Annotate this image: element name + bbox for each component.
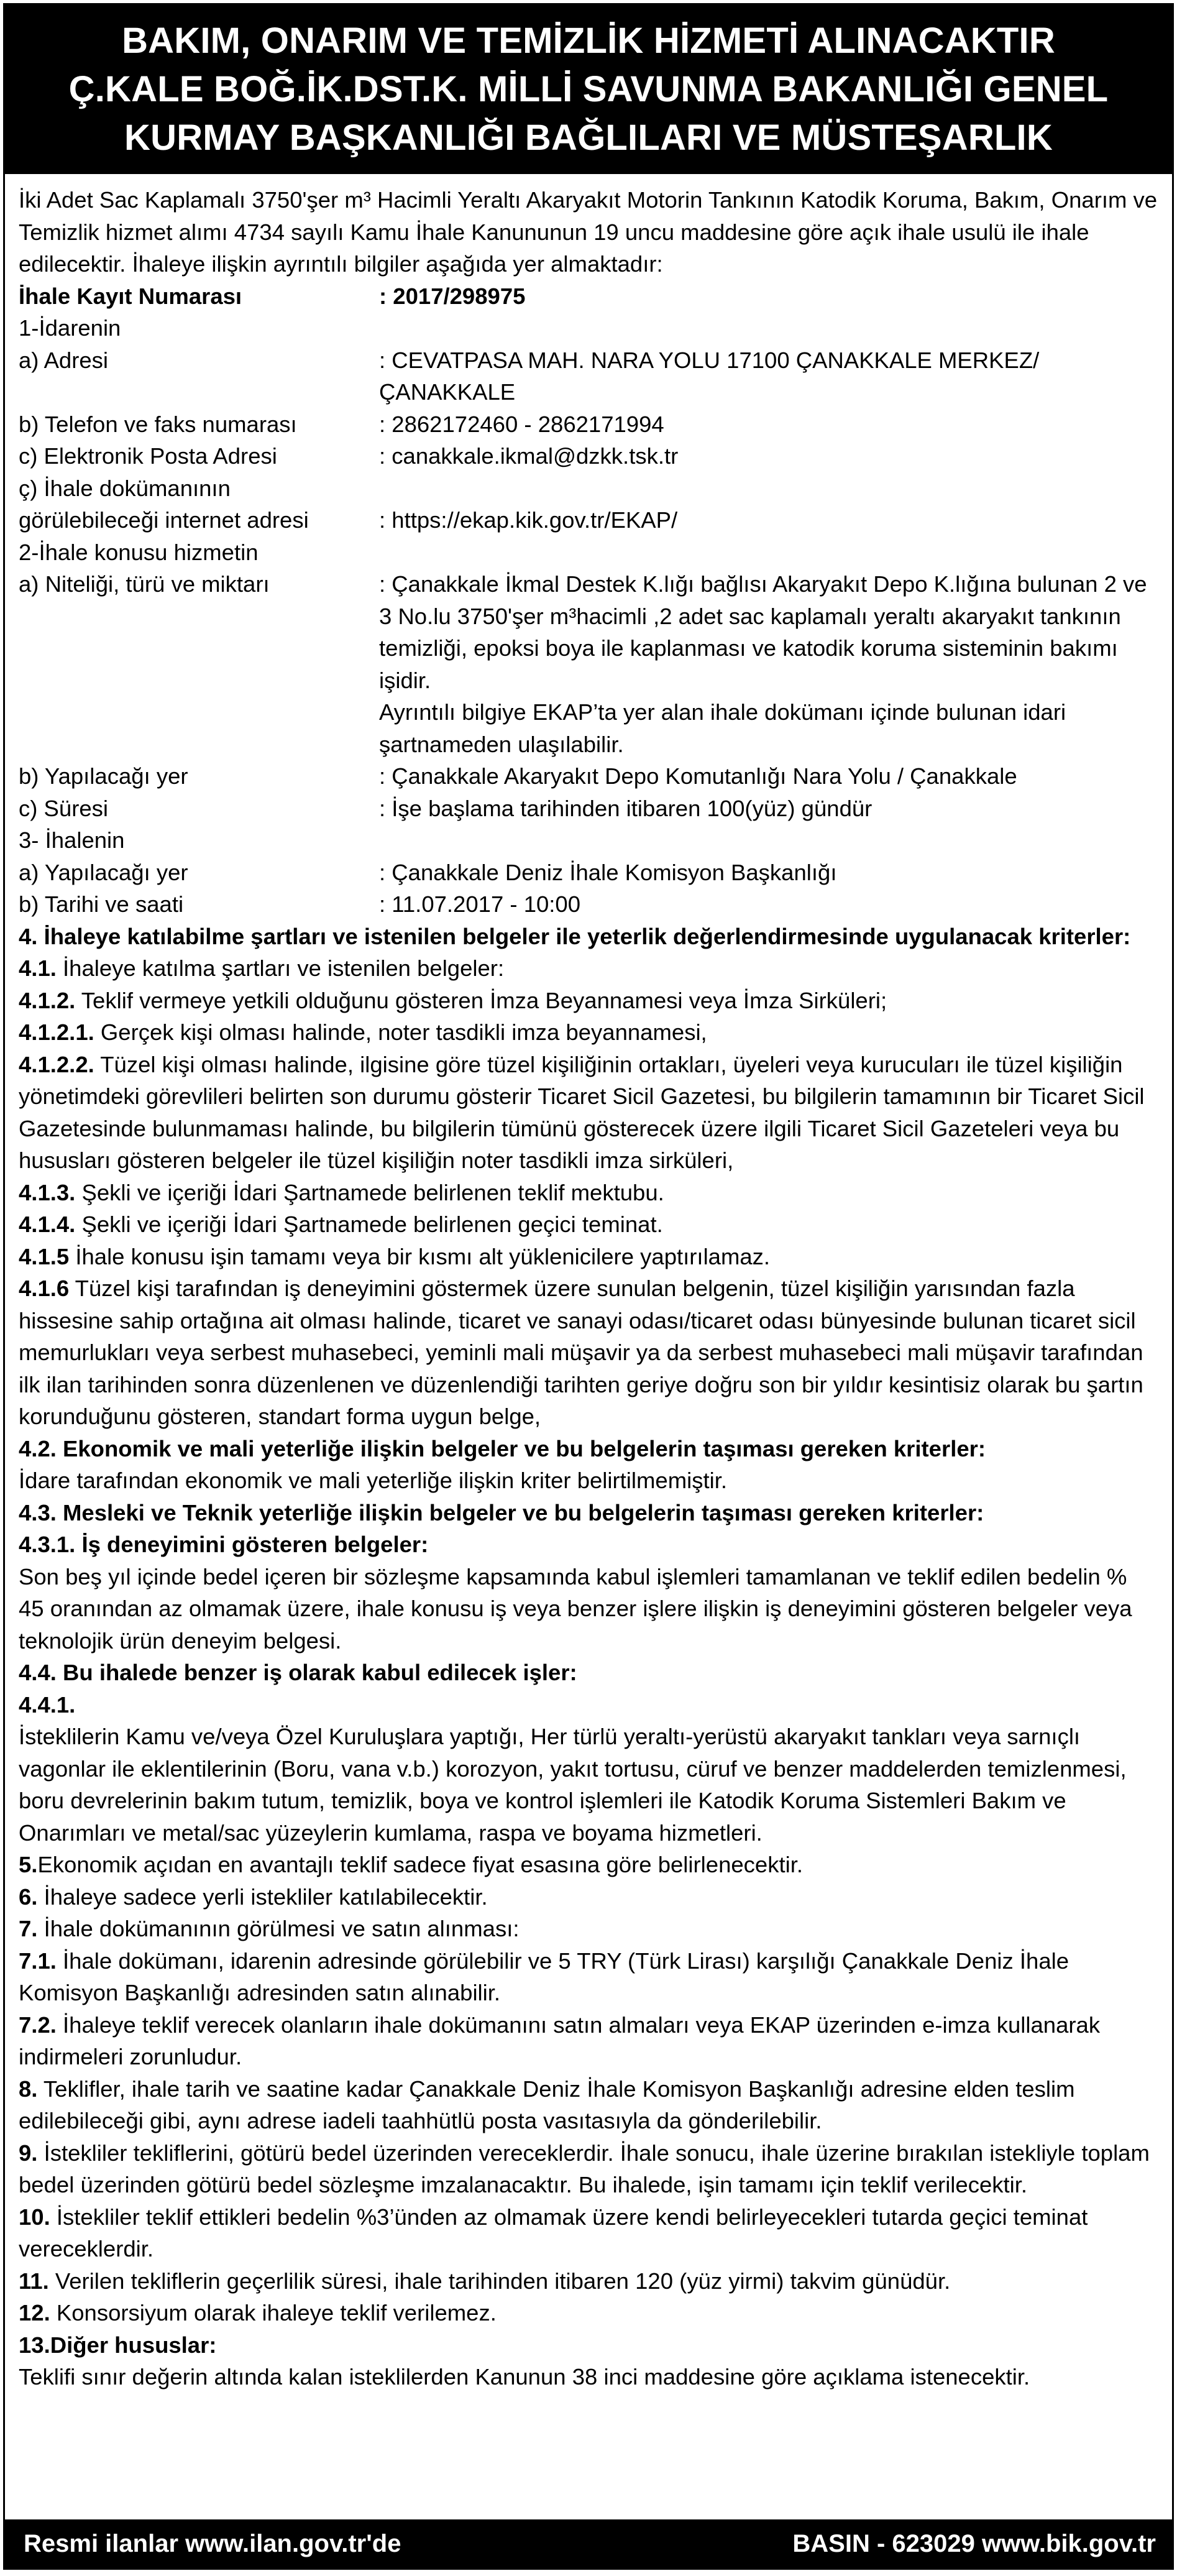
section-4-1-text: İhaleye katılma şartları ve istenilen belgeler: <box>56 955 505 981</box>
idare-dokuman-label-1: ç) İhale dokümanının <box>19 475 231 501</box>
idare-dokuman-row <box>19 504 1158 536</box>
section-4-1-2-2-text: Tüzel kişi olması halinde, ilgisine göre tüzel kişiliğinin ortakları, üyeleri veya kurucuları ile tüzel kişiliğin yönetimdeki görevlileri belirten son durumu gösterir Ticaret Sicil Gazetesi, bu bilgilerin tamamının bir Ticaret Sicil Gazetesinde bulunmaması halinde, bu bilgilerin tümünü gösterecek üzere ilgili Ticaret Sicil Gazeteleri veya bu hususları gösteren belgeler ile tüzel kişiliğin noter tasdikli imza sirküleri, <box>19 1051 1145 1173</box>
section-7-num: 7. <box>19 1916 38 1941</box>
announcement-page <box>3 3 1174 2570</box>
section-4-1-6-num: 4.1.6 <box>19 1276 70 1301</box>
konu-yer-value: : Çanakkale Akaryakıt Depo Komutanlığı Nara Yolu / Çanakkale <box>379 763 1017 789</box>
section-5 <box>19 1849 1158 1881</box>
section-4-1-5-text: İhale konusu işin tamamı veya bir kısmı alt yüklenicilere yaptırılamaz. <box>69 1243 771 1269</box>
ihale-tarih-row <box>19 888 1158 921</box>
section-8 <box>19 2073 1158 2137</box>
section-4-1-5 <box>19 1241 1158 1273</box>
section-4-1-2-1-num: 4.1.2.1. <box>19 1019 94 1045</box>
konu-yer-label: b) Yapılacağı yer <box>19 763 188 789</box>
section-10 <box>19 2201 1158 2265</box>
idare-eposta-row <box>19 440 1158 472</box>
section-5-num: 5. <box>19 1852 38 1877</box>
header-line-3: KURMAY BAŞKANLIĞI BAĞLILARI VE MÜSTEŞARLIK <box>124 117 1053 158</box>
konu-nitelik-text: : Çanakkale İkmal Destek K.lığı bağlısı Akaryakıt Depo K.lığına bulunan 2 ve 3 No.lu 3750'şer m³hacimli ,2 adet sac kaplamalı yeraltı akaryakıt tankının temizliği, epoksi boya ile kaplanması ve katodik koruma sisteminin bakımı işidir. <box>379 571 1147 693</box>
section-4-heading: 4. İhaleye katılabilme şartları ve istenilen belgeler ile yeterlik değerlendirmesinde uygulanacak kriterler: <box>19 923 1131 949</box>
section-4-1-3 <box>19 1177 1158 1209</box>
section-9-num: 9. <box>19 2140 38 2166</box>
section-13-heading: 13.Diğer hususlar: <box>19 2332 217 2358</box>
section-7-text: İhale dokümanının görülmesi ve satın alınması: <box>37 1916 520 1941</box>
ihale-yer-value: : Çanakkale Deniz İhale Komisyon Başkanlığı <box>379 859 837 885</box>
section-4-1-4-num: 4.1.4. <box>19 1212 76 1237</box>
section-7-1-text: İhale dokümanı, idarenin adresinde görülebilir ve 5 TRY (Türk Lirası) karşılığı Çanakkale Deniz İhale Komisyon Başkanlığı adresinden satın alınabilir. <box>19 1948 1069 2005</box>
footer-left-text: Resmi ilanlar www.ilan.gov.tr'de <box>24 2529 401 2557</box>
section-6 <box>19 1881 1158 1913</box>
section-4-1-5-num: 4.1.5 <box>19 1243 70 1269</box>
announcement-footer <box>5 2519 1172 2568</box>
section-7-2 <box>19 2009 1158 2073</box>
section-7 <box>19 1913 1158 1945</box>
section-4-1-4 <box>19 1208 1158 1241</box>
konu-sure-row <box>19 793 1158 825</box>
ihale-kayit-value: : 2017/298975 <box>379 283 526 309</box>
section-4-4-heading: 4.4. Bu ihalede benzer iş olarak kabul edilecek işler: <box>19 1660 577 1685</box>
section-6-num: 6. <box>19 1884 38 1910</box>
section-13-text: Teklifi sınır değerin altında kalan isteklilerden Kanunun 38 inci maddesine göre açıklama istenecektir. <box>19 2364 1030 2390</box>
idare-adres-value: : CEVATPASA MAH. NARA YOLU 17100 ÇANAKKALE MERKEZ/ÇANAKKALE <box>379 347 1040 405</box>
idare-adres-row <box>19 344 1158 408</box>
section-4-3-heading: 4.3. Mesleki ve Teknik yeterliğe ilişkin belgeler ve bu belgelerin taşıması gereken kriterler: <box>19 1499 984 1525</box>
ihale-tarih-value: : 11.07.2017 - 10:00 <box>379 891 581 917</box>
idare-eposta-value: : canakkale.ikmal@dzkk.tsk.tr <box>379 443 679 469</box>
section-4-1-2 <box>19 985 1158 1017</box>
ihale-yer-label: a) Yapılacağı yer <box>19 859 188 885</box>
section-4-1-2-1-text: Gerçek kişi olması halinde, noter tasdikli imza beyannamesi, <box>94 1019 707 1045</box>
section-4-1-2-2 <box>19 1049 1158 1177</box>
section-7-1 <box>19 1945 1158 2009</box>
header-line-2: Ç.KALE BOĞ.İK.DST.K. MİLLİ SAVUNMA BAKANLIĞI GENEL <box>68 69 1109 109</box>
section-4-2-heading: 4.2. Ekonomik ve mali yeterliğe ilişkin belgeler ve bu belgelerin taşıması gereken kriterler: <box>19 1435 986 1461</box>
section-9-text: İstekliler tekliflerini, götürü bedel üzerinden vereceklerdir. İhale sonucu, ihale üzerine bırakılan istekliyle toplam bedel üzerinden götürü bedel sözleşme imzalanacaktır. Bu ihalede, işin tamamı için teklif verilecektir. <box>19 2140 1150 2197</box>
section-4-4-1-heading: 4.4.1. <box>19 1691 76 1718</box>
konu-sure-value: : İşe başlama tarihinden itibaren 100(yüz) gündür <box>379 795 872 821</box>
section-4-2-text: İdare tarafından ekonomik ve mali yeterliğe ilişkin kriter belirtilmemiştir. <box>19 1468 728 1493</box>
section-4-1-3-num: 4.1.3. <box>19 1179 76 1205</box>
section-10-text: İstekliler teklif ettikleri bedelin %3’ünden az olmamak üzere kendi belirleyecekleri tutarda geçici teminat vereceklerdir. <box>19 2204 1088 2261</box>
section-12 <box>19 2297 1158 2329</box>
konu-nitelik-row <box>19 568 1158 760</box>
ihale-yer-row <box>19 857 1158 889</box>
section-4-1-6-text: Tüzel kişi tarafından iş deneyimini göstermek üzere sunulan belgenin, tüzel kişiliğin yarısından fazla hissesine sahip ortağına ait olması halinde, ticaret ve sanayi odası/ticaret odası bünyesinde bulunan ticaret sicil memurlukları veya serbest muhasebeci, yeminli mali müşavir ya da serbest muhasebeci mali müşavir tarafından ilk ilan tarihinden sonra düzenlenen ve düzenlendiği tarihten geriye doğru son bir yıldır kesintisiz olarak bu şartın korunduğunu gösteren, standart forma uygun belge, <box>19 1276 1143 1429</box>
announcement-header <box>5 5 1172 174</box>
section-11-text: Verilen tekliflerin geçerlilik süresi, ihale tarihinden itibaren 120 (yüz yirmi) takvim günüdür. <box>48 2268 951 2294</box>
ihale-heading: 3- İhalenin <box>19 827 125 853</box>
announcement-body <box>5 174 1172 2393</box>
section-4-1-2-num: 4.1.2. <box>19 987 76 1013</box>
section-4-1-6 <box>19 1272 1158 1433</box>
section-11-num: 11. <box>19 2268 49 2294</box>
ihale-kayit-row <box>19 280 1158 313</box>
idare-dokuman-url: : https://ekap.kik.gov.tr/EKAP/ <box>379 507 678 533</box>
idare-dokuman-label-2: görülebileceği internet adresi <box>19 507 309 533</box>
ihale-kayit-label: İhale Kayıt Numarası <box>19 283 242 309</box>
intro-paragraph: İki Adet Sac Kaplamalı 3750'şer m³ Hacimli Yeraltı Akaryakıt Motorin Tankının Katodik Koruma, Bakım, Onarım ve Temizlik hizmet alımı 4734 sayılı Kamu İhale Kanununun 19 uncu maddesine göre açık ihale usulü ile ihale edilecektir. İhaleye ilişkin ayrıntılı bilgiler aşağıda yer almaktadır: <box>19 187 1158 277</box>
section-10-num: 10. <box>19 2204 50 2230</box>
section-4-1 <box>19 952 1158 985</box>
konu-nitelik-text-2: Ayrıntılı bilgiye EKAP’ta yer alan ihale dokümanı içinde bulunan idari şartnameden ulaşılabilir. <box>379 699 1066 757</box>
section-4-1-2-2-num: 4.1.2.2. <box>19 1051 94 1077</box>
section-8-num: 8. <box>19 2076 38 2102</box>
idare-adres-label: a) Adresi <box>19 347 109 373</box>
section-7-2-text: İhaleye teklif verecek olanların ihale dokümanını satın almaları veya EKAP üzerinden e-imza kullanarak indirmeleri zorunludur. <box>19 2012 1101 2069</box>
konu-nitelik-label: a) Niteliği, türü ve miktarı <box>19 571 270 597</box>
section-4-4-1-text: İsteklilerin Kamu ve/veya Özel Kuruluşlara yaptığı, Her türlü yeraltı-yerüstü akaryakıt tankları veya sarnıçlı vagonlar ile eklentilerinin (Boru, vana v.b.) korozyon, yakıt tortusu, cüruf ve benzer maddelerden temizlenmesi, boru devrelerinin bakım tutum, temizlik, boya ve kontrol işlemleri ile Katodik Koruma Sistemleri Bakım ve Onarımları ve metal/sac yüzeylerin kumlama, raspa ve boyama hizmetleri. <box>19 1724 1127 1846</box>
section-4-1-4-text: Şekli ve içeriği İdari Şartnamede belirlenen geçici teminat. <box>75 1212 663 1237</box>
section-7-2-num: 7.2. <box>19 2012 57 2038</box>
section-4-1-2-text: Teklif vermeye yetkili olduğunu gösteren İmza Beyannamesi veya İmza Sirküleri; <box>75 987 887 1013</box>
section-4-3-1-heading: 4.3.1. İş deneyimini gösteren belgeler: <box>19 1532 429 1557</box>
konu-heading: 2-İhale konusu hizmetin <box>19 539 259 565</box>
section-8-text: Teklifler, ihale tarih ve saatine kadar Çanakkale Deniz İhale Komisyon Başkanlığı adresine elden teslim edilebileceği gibi, aynı adrese iadeli taahhütlü posta vasıtasıyla da gönderilebilir. <box>19 2076 1075 2133</box>
idare-heading: 1-İdarenin <box>19 315 121 341</box>
header-line-1: BAKIM, ONARIM VE TEMİZLİK HİZMETİ ALINACAKTIR <box>122 21 1055 61</box>
section-11 <box>19 2265 1158 2298</box>
section-4-1-3-text: Şekli ve içeriği İdari Şartnamede belirlenen teklif mektubu. <box>75 1179 664 1205</box>
section-12-text: Konsorsiyum olarak ihaleye teklif verilemez. <box>50 2300 497 2325</box>
section-4-3-1-text: Son beş yıl içinde bedel içeren bir sözleşme kapsamında kabul işlemleri tamamlanan ve teklif edilen bedelin % 45 oranından az olmamak üzere, ihale konusu iş veya benzer işlere ilişkin iş deneyimini gösteren belgeler veya teknolojik ürün deneyim belgesi. <box>19 1563 1132 1654</box>
section-7-1-num: 7.1. <box>19 1948 57 1974</box>
section-6-text: İhaleye sadece yerli istekliler katılabilecektir. <box>37 1884 488 1910</box>
idare-eposta-label: c) Elektronik Posta Adresi <box>19 443 277 469</box>
ihale-tarih-label: b) Tarihi ve saati <box>19 891 184 917</box>
konu-yer-row <box>19 760 1158 793</box>
konu-sure-label: c) Süresi <box>19 795 109 821</box>
idare-telefon-value: : 2862172460 - 2862171994 <box>379 411 664 437</box>
section-9 <box>19 2137 1158 2201</box>
footer-right-text: BASIN - 623029 www.bik.gov.tr <box>792 2529 1156 2557</box>
konu-nitelik-value <box>379 568 1158 760</box>
idare-telefon-label: b) Telefon ve faks numarası <box>19 411 297 437</box>
idare-telefon-row <box>19 408 1158 441</box>
section-4-1-2-1 <box>19 1016 1158 1049</box>
section-4-1-num: 4.1. <box>19 955 57 981</box>
section-5-text: Ekonomik açıdan en avantajlı teklif sadece fiyat esasına göre belirlenecektir. <box>37 1852 804 1877</box>
section-12-num: 12. <box>19 2300 50 2325</box>
